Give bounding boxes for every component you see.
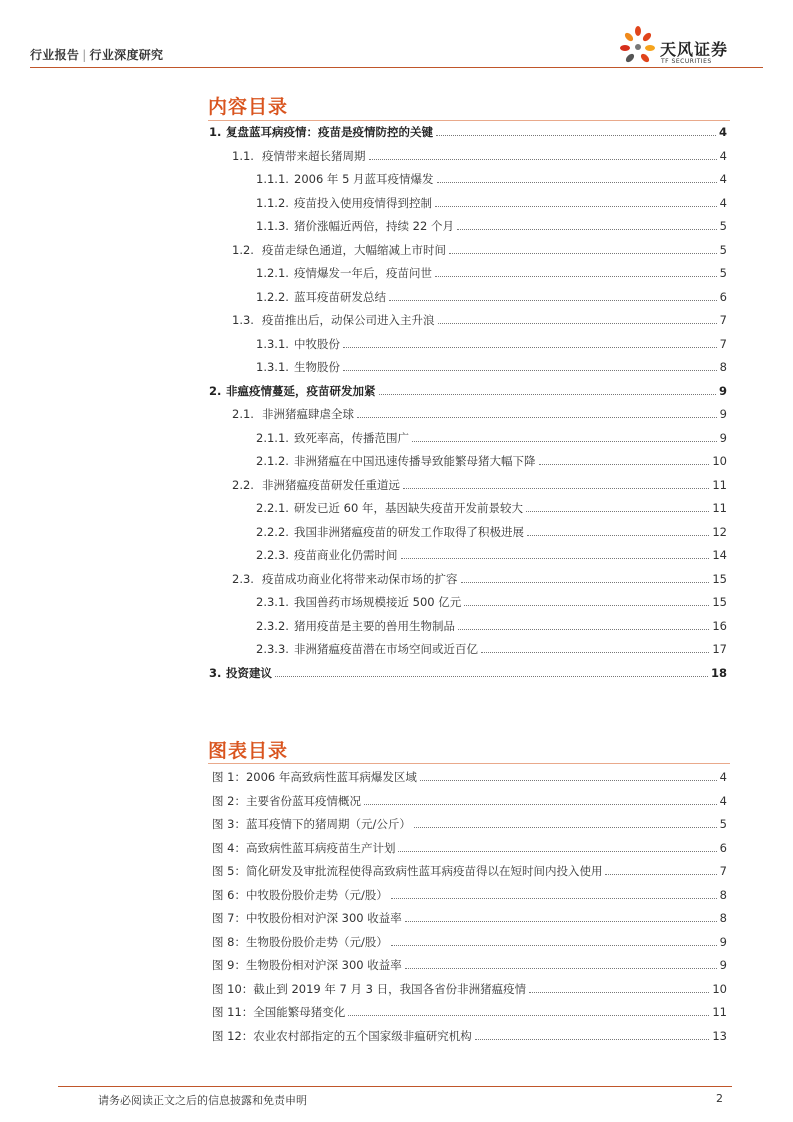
figure-entry[interactable] xyxy=(0,1001,730,1023)
toc-entry-number: 1.2. xyxy=(232,242,254,257)
toc-entry-page: 14 xyxy=(712,548,727,562)
toc-entry-title: 疫情爆发一年后，疫苗问世 xyxy=(294,266,432,280)
toc-entry[interactable] xyxy=(0,475,730,495)
figure-entry[interactable] xyxy=(0,766,730,788)
toc-entry[interactable] xyxy=(0,545,730,565)
toc-entry-number: 1.1.1. xyxy=(256,172,289,186)
toc-leader-dots xyxy=(343,347,717,348)
toc-entry-page: 8 xyxy=(719,360,727,374)
toc-entry-page: 9 xyxy=(719,407,727,421)
figure-entry-title: 图 12：农业农村部指定的五个国家级非瘟研究机构 xyxy=(212,1028,472,1043)
figure-entry-page: 4 xyxy=(719,770,727,784)
figure-leader-dots xyxy=(364,804,717,805)
figure-entry[interactable] xyxy=(0,1025,730,1047)
toc-entry-number: 1.3.1. xyxy=(256,336,289,351)
toc-entry-title: 疫苗成功商业化将带来动保市场的扩容 xyxy=(262,571,458,586)
toc-entry[interactable] xyxy=(0,146,730,166)
toc-entry[interactable] xyxy=(0,381,730,401)
toc-entry-title: 疫情带来超长猪周期 xyxy=(262,148,366,163)
toc-entry-number: 2.2.1. xyxy=(256,501,289,515)
toc-entry-page: 5 xyxy=(719,266,727,280)
toc-entry[interactable] xyxy=(0,334,730,354)
figure-entry-title: 图 3：蓝耳疫情下的猪周期（元/公斤） xyxy=(212,817,411,831)
toc-leader-dots xyxy=(481,652,709,653)
toc-entry-title: 疫苗推出后，动保公司进入主升浪 xyxy=(262,313,435,327)
toc-leader-dots xyxy=(412,441,717,442)
toc-entry-title: 非瘟疫情蔓延，疫苗研发加紧 xyxy=(226,383,376,398)
toc-entry[interactable] xyxy=(0,169,730,189)
figure-leader-dots xyxy=(405,968,717,969)
header-divider xyxy=(30,67,763,68)
toc-entry-page: 5 xyxy=(719,242,727,257)
figure-entry-page: 5 xyxy=(719,817,727,831)
toc-leader-dots xyxy=(438,323,717,324)
figure-entry-title: 图 2：主要省份蓝耳疫情概况 xyxy=(212,793,361,808)
toc-entry-number: 1.2.2. xyxy=(256,289,289,304)
figure-entry[interactable] xyxy=(0,954,730,976)
figure-entry-page: 6 xyxy=(719,840,727,855)
toc-entry-page: 6 xyxy=(719,289,727,304)
toc-entry-page: 16 xyxy=(712,618,727,633)
toc-leader-dots xyxy=(437,182,717,183)
toc-entry-title: 投资建议 xyxy=(226,665,272,680)
toc-entry-number: 1.3. xyxy=(232,313,254,327)
toc-entry-title: 中牧股份 xyxy=(294,336,340,351)
toc-entry-number: 1.1. xyxy=(232,148,254,163)
toc-entry-page: 10 xyxy=(712,454,727,468)
figure-entry-page: 8 xyxy=(719,887,727,902)
toc-entry[interactable] xyxy=(0,122,730,142)
toc-entry[interactable] xyxy=(0,216,730,236)
toc-entry-page: 4 xyxy=(719,195,727,210)
figure-entry-title: 图 8：生物股份股价走势（元/股） xyxy=(212,934,388,949)
figures-title: 图表目录 xyxy=(208,740,289,762)
toc-entry-number: 1. xyxy=(209,125,222,139)
toc-leader-dots xyxy=(275,676,708,677)
figure-entry[interactable] xyxy=(0,907,730,929)
toc-entry-title: 生物股份 xyxy=(294,360,340,374)
report-category xyxy=(30,46,163,63)
toc-entry[interactable] xyxy=(0,357,730,377)
footer-divider xyxy=(58,1086,732,1087)
figure-entry-title: 图 1：2006 年高致病性蓝耳病爆发区域 xyxy=(212,770,417,784)
toc-entry[interactable] xyxy=(0,263,730,283)
figure-entry[interactable] xyxy=(0,790,730,812)
toc-entry-title: 非洲猪瘟在中国迅速传播导致能繁母猪大幅下降 xyxy=(294,454,536,468)
toc-entry-title: 2006 年 5 月蓝耳疫情爆发 xyxy=(294,172,434,186)
toc-entry-title: 非洲猪瘟疫苗研发任重道远 xyxy=(262,477,400,492)
header-separator: | xyxy=(82,48,87,62)
toc-entry-page: 9 xyxy=(719,430,727,445)
figure-entry[interactable] xyxy=(0,860,730,882)
toc-entry[interactable] xyxy=(0,287,730,307)
figure-entry[interactable] xyxy=(0,813,730,835)
toc-leader-dots xyxy=(369,159,717,160)
toc-entry-number: 2.1.2. xyxy=(256,454,289,468)
figure-leader-dots xyxy=(475,1039,709,1040)
figure-entry-page: 11 xyxy=(712,1005,727,1019)
toc-entry-title: 疫苗商业化仍需时间 xyxy=(294,548,398,562)
toc-leader-dots xyxy=(435,276,717,277)
toc-entry-title: 疫苗投入使用疫情得到控制 xyxy=(294,195,432,210)
toc-leader-dots xyxy=(403,488,709,489)
toc-entry-title: 研发已近 60 年，基因缺失疫苗开发前景较大 xyxy=(294,501,523,515)
toc-entry-number: 2.3. xyxy=(232,571,254,586)
company-logo xyxy=(620,24,760,72)
toc-entry[interactable] xyxy=(0,240,730,260)
toc-entry-number: 1.1.2. xyxy=(256,195,289,210)
disclaimer: 请务必阅读正文之后的信息披露和免责申明 xyxy=(98,1094,307,1107)
toc-entry-number: 2.3.3. xyxy=(256,642,289,656)
toc-entry[interactable] xyxy=(0,616,730,636)
toc-entry-page: 15 xyxy=(712,571,727,586)
flower-logo-icon xyxy=(620,24,656,68)
report-subtype: 行业深度研究 xyxy=(89,48,164,62)
toc-entry-title: 致死率高，传播范围广 xyxy=(294,430,409,445)
figure-leader-dots xyxy=(348,1015,709,1016)
toc-entry-page: 7 xyxy=(719,313,727,327)
toc-leader-dots xyxy=(449,253,717,254)
figure-entry-page: 9 xyxy=(719,934,727,949)
toc-entry-page: 4 xyxy=(719,172,727,186)
toc-leader-dots xyxy=(527,535,709,536)
toc-leader-dots xyxy=(539,464,709,465)
toc-entry-number: 2.3.1. xyxy=(256,595,289,609)
figure-leader-dots xyxy=(605,874,717,875)
toc-entry-number: 2.1. xyxy=(232,407,254,421)
report-type: 行业报告 xyxy=(30,48,80,62)
figure-entry-page: 13 xyxy=(712,1028,727,1043)
toc-entry-page: 5 xyxy=(719,219,727,233)
toc-entry-page: 18 xyxy=(710,665,727,680)
toc-entry-title: 猪用疫苗是主要的兽用生物制品 xyxy=(294,618,455,633)
toc-entry-page: 4 xyxy=(719,148,727,163)
toc-entry-number: 3. xyxy=(209,665,222,680)
figure-leader-dots xyxy=(398,851,717,852)
toc-entry[interactable] xyxy=(0,663,730,683)
toc-entry-page: 11 xyxy=(712,477,727,492)
toc-entry-title: 我国非洲猪瘟疫苗的研发工作取得了积极进展 xyxy=(294,524,524,539)
toc-entry-number: 1.3.1. xyxy=(256,360,289,374)
figure-entry-page: 10 xyxy=(712,981,727,996)
figure-entry-title: 图 5：简化研发及审批流程使得高致病性蓝耳病疫苗得以在短时间内投入使用 xyxy=(212,864,603,878)
figure-entry-page: 4 xyxy=(719,793,727,808)
toc-entry[interactable] xyxy=(0,498,730,518)
toc-entry-page: 12 xyxy=(712,524,727,539)
logo-name-en: TF SECURITIES xyxy=(661,58,712,65)
toc-entry-page: 9 xyxy=(718,383,727,398)
toc-entry-title: 非洲猪瘟疫苗潜在市场空间或近百亿 xyxy=(294,642,478,656)
toc-entry-title: 蓝耳疫苗研发总结 xyxy=(294,289,386,304)
toc-entry[interactable] xyxy=(0,639,730,659)
figure-entry-page: 7 xyxy=(719,864,727,878)
toc-entry-page: 15 xyxy=(712,595,727,609)
toc-entry-title: 疫苗走绿色通道，大幅缩减上市时间 xyxy=(262,242,446,257)
figure-entry-title: 图 11：全国能繁母猪变化 xyxy=(212,1005,346,1019)
toc-entry-number: 2.3.2. xyxy=(256,618,289,633)
toc-leader-dots xyxy=(401,558,709,559)
toc-entry[interactable] xyxy=(0,522,730,542)
figure-entry-title: 图 10：截止到 2019 年 7 月 3 日，我国各省份非洲猪瘟疫情 xyxy=(212,981,527,996)
toc-leader-dots xyxy=(379,394,716,395)
figure-entry-title: 图 4：高致病性蓝耳病疫苗生产计划 xyxy=(212,840,396,855)
page-number: 2 xyxy=(716,1092,723,1105)
figure-leader-dots xyxy=(420,780,717,781)
toc-entry-title: 猪价涨幅近两倍，持续 22 个月 xyxy=(294,219,454,233)
figure-leader-dots xyxy=(391,945,717,946)
figure-entry-title: 图 6：中牧股份股价走势（元/股） xyxy=(212,887,388,902)
toc-title-underline xyxy=(208,120,730,121)
toc-entry-number: 2.1.1. xyxy=(256,430,289,445)
toc-entry[interactable] xyxy=(0,404,730,424)
figure-entry[interactable] xyxy=(0,978,730,1000)
toc-entry-title: 我国兽药市场规模接近 500 亿元 xyxy=(294,595,462,609)
toc-entry-title: 复盘蓝耳病疫情：疫苗是疫情防控的关键 xyxy=(226,125,433,139)
toc-leader-dots xyxy=(435,206,717,207)
figure-entry[interactable] xyxy=(0,837,730,859)
logo-name-cn: 天风证券 xyxy=(660,40,729,59)
toc-entry[interactable] xyxy=(0,569,730,589)
toc-entry-number: 2. xyxy=(209,383,222,398)
toc-leader-dots xyxy=(458,629,709,630)
figure-leader-dots xyxy=(391,898,717,899)
toc-entry[interactable] xyxy=(0,428,730,448)
toc-leader-dots xyxy=(457,229,717,230)
toc-leader-dots xyxy=(436,135,716,136)
toc-entry-page: 7 xyxy=(719,336,727,351)
figure-leader-dots xyxy=(405,921,717,922)
toc-entry[interactable] xyxy=(0,451,730,471)
figure-entry-page: 8 xyxy=(719,911,727,925)
toc-entry-number: 2.2.2. xyxy=(256,524,289,539)
toc-leader-dots xyxy=(464,605,709,606)
figure-entry-page: 9 xyxy=(719,958,727,972)
figure-entry-title: 图 9：生物股份相对沪深 300 收益率 xyxy=(212,958,402,972)
toc-entry[interactable] xyxy=(0,592,730,612)
figure-entry[interactable] xyxy=(0,931,730,953)
figure-leader-dots xyxy=(529,992,709,993)
figures-title-underline xyxy=(208,763,730,764)
toc-leader-dots xyxy=(343,370,717,371)
toc-entry-page: 17 xyxy=(712,642,727,656)
toc-leader-dots xyxy=(389,300,717,301)
toc-title: 内容目录 xyxy=(208,96,289,118)
toc-leader-dots xyxy=(526,511,709,512)
figure-leader-dots xyxy=(414,827,717,828)
toc-entry-page: 4 xyxy=(718,125,727,139)
figure-entry[interactable] xyxy=(0,884,730,906)
toc-leader-dots xyxy=(461,582,709,583)
toc-entry-page: 11 xyxy=(712,501,727,515)
toc-entry-number: 2.2. xyxy=(232,477,254,492)
toc-entry-title: 非洲猪瘟肆虐全球 xyxy=(262,407,354,421)
figure-entry-title: 图 7：中牧股份相对沪深 300 收益率 xyxy=(212,911,402,925)
toc-entry[interactable] xyxy=(0,310,730,330)
toc-entry-number: 1.2.1. xyxy=(256,266,289,280)
toc-leader-dots xyxy=(357,417,717,418)
toc-entry[interactable] xyxy=(0,193,730,213)
toc-entry-number: 1.1.3. xyxy=(256,219,289,233)
toc-entry-number: 2.2.3. xyxy=(256,548,289,562)
